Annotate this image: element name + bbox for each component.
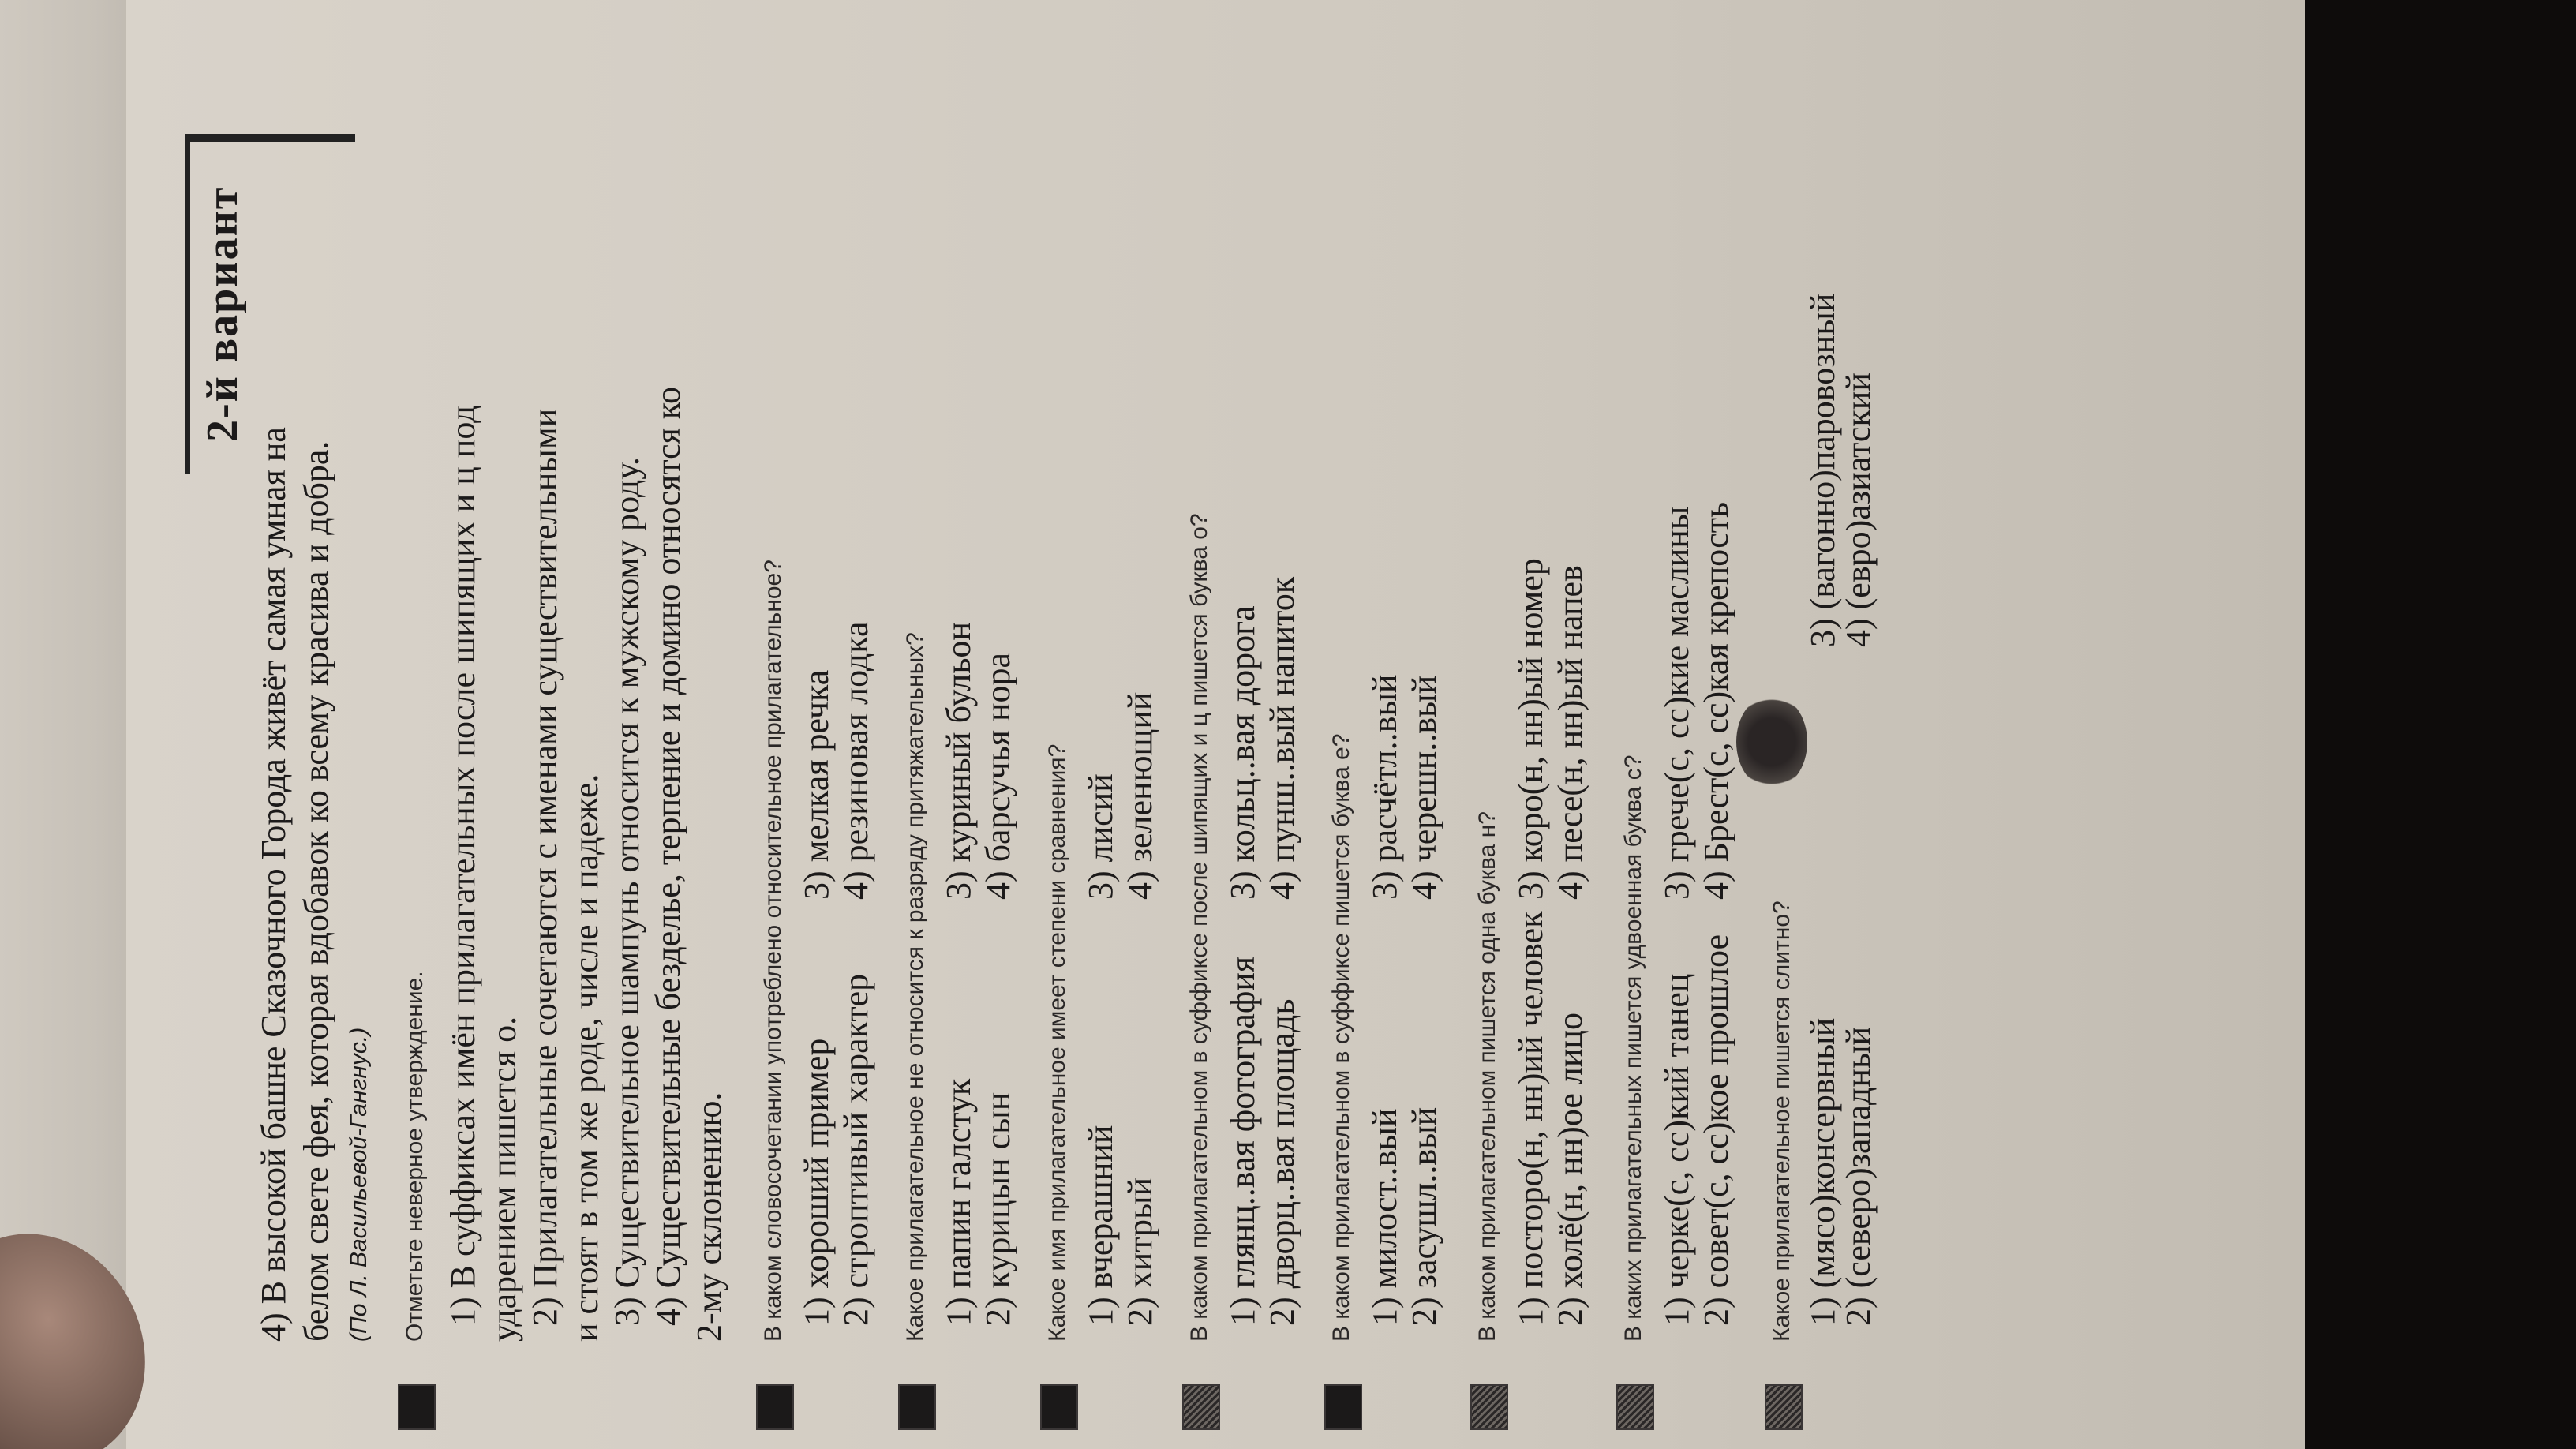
answer-option[interactable]: 4) резиновая лодка [837, 621, 875, 900]
answer-option[interactable]: 3) лисий [1081, 773, 1120, 900]
task-marker [900, 1386, 934, 1428]
answer-option[interactable]: 3) грече(с, сс)кие маслины [1657, 506, 1696, 900]
statement-line: 2-му склонению. [690, 1091, 728, 1342]
answer-option[interactable]: 3) куриный бульон [939, 622, 978, 900]
answer-option[interactable]: 2) совет(с, сс)кое прошлое [1697, 934, 1735, 1326]
question-prompt: Какое прилагательное не относится к разряду притяжательных? [902, 632, 928, 1342]
statement-line: 4) Существительные безделье, терпение и домино относятся ко [649, 386, 687, 1326]
statement-line: 2) Прилагательные сочетаются с именами существительными [526, 408, 564, 1326]
question-prompt: В каком словосочетании употреблено относительное прилагательное? [760, 560, 786, 1342]
statement-line: 3) Существительное шампунь относится к мужскому роду. [608, 457, 646, 1326]
citation: (По Л. Васильевой-Гангнус.) [346, 1027, 372, 1342]
answer-option[interactable]: 2) дворц..вая площадь [1263, 998, 1301, 1326]
answer-option[interactable]: 2) курицын сын [979, 1091, 1017, 1326]
worksheet-page [198, 0, 1878, 1342]
answer-option[interactable]: 4) песе(н, нн)ый напев [1551, 565, 1589, 900]
answer-option[interactable]: 3) мелкая речка [797, 669, 836, 900]
question-prompt: В каком прилагательном в суффиксе после шипящих и ц пишется буква о? [1186, 513, 1212, 1342]
dark-background [2305, 0, 2576, 1449]
task-marker [1618, 1386, 1653, 1428]
answer-option[interactable]: 3) расчётл..вый [1365, 674, 1404, 900]
task-marker [1472, 1386, 1507, 1428]
answer-option[interactable]: 1) хороший пример [797, 1038, 836, 1326]
task-marker [1184, 1386, 1219, 1428]
header-rule-vertical [185, 134, 355, 142]
intro-line: белом свете фея, которая вдобавок ко всему красива и добра. [297, 440, 335, 1342]
task-marker [1766, 1386, 1801, 1428]
header-rule [185, 134, 190, 474]
answer-option[interactable]: 2) холё(н, нн)ое лицо [1551, 1013, 1589, 1326]
question-prompt: Отметьте неверное утверждение. [402, 971, 428, 1342]
statement-line: и стоят в том же роде, числе и падеже. [567, 773, 605, 1342]
answer-option[interactable]: 1) вчерашний [1081, 1125, 1120, 1326]
task-marker [399, 1386, 434, 1428]
answer-option[interactable]: 3) кольц..вая дорога [1223, 605, 1262, 900]
task-marker [1326, 1386, 1361, 1428]
question-prompt: Какое прилагательное пишется слитно? [1769, 900, 1795, 1342]
answer-option[interactable]: 1) посторо(н, нн)ий человек [1511, 911, 1550, 1326]
ink-blot [1736, 695, 1807, 789]
variant-title: 2-й вариант [198, 185, 247, 442]
answer-option[interactable]: 1) папин галстук [939, 1078, 978, 1326]
answer-option[interactable]: 2) строптивый характер [837, 973, 875, 1326]
task-marker [758, 1386, 792, 1428]
question-prompt: В каком прилагательном в суффиксе пишется буква е? [1328, 733, 1354, 1342]
answer-option[interactable]: 4) Брест(с, сс)кая крепость [1697, 501, 1735, 900]
question-prompt: В каких прилагательных пишется удвоенная буква с? [1620, 754, 1646, 1342]
answer-option[interactable]: 4) зеленющий [1121, 691, 1159, 900]
answer-option[interactable]: 1) (мясо)консервный [1803, 1017, 1842, 1326]
answer-option[interactable]: 1) милост..вый [1365, 1108, 1404, 1326]
answer-option[interactable]: 3) (вагонно)паровозный [1803, 293, 1842, 647]
answer-option[interactable]: 3) коро(н, нн)ый номер [1511, 558, 1550, 900]
answer-option[interactable]: 4) барсучья нора [979, 652, 1017, 900]
question-prompt: В каком прилагательном пишется одна буква н? [1474, 811, 1500, 1342]
answer-option[interactable]: 4) пунш..вый напиток [1263, 576, 1301, 900]
answer-option[interactable]: 4) (евро)азиатский [1839, 373, 1878, 647]
answer-option[interactable]: 2) хитрый [1121, 1177, 1159, 1326]
statement-line: ударением пишется о. [485, 1016, 523, 1342]
answer-option[interactable]: 1) глянц..вая фотография [1223, 956, 1262, 1326]
answer-option[interactable]: 1) черке(с, сс)кий танец [1657, 973, 1696, 1326]
intro-line: 4) В высокой башне Сказочного Города живёт самая умная на [254, 427, 293, 1342]
task-marker [1042, 1386, 1076, 1428]
statement-line: 1) В суффиксах имён прилагательных после шипящих и ц под [444, 405, 482, 1326]
question-prompt: Какое имя прилагательное имеет степени сравнения? [1044, 743, 1070, 1342]
answer-option[interactable]: 2) засушл..вый [1405, 1106, 1443, 1326]
answer-option[interactable]: 4) черешн..вый [1405, 675, 1443, 900]
answer-option[interactable]: 2) (северо)западный [1839, 1026, 1878, 1326]
